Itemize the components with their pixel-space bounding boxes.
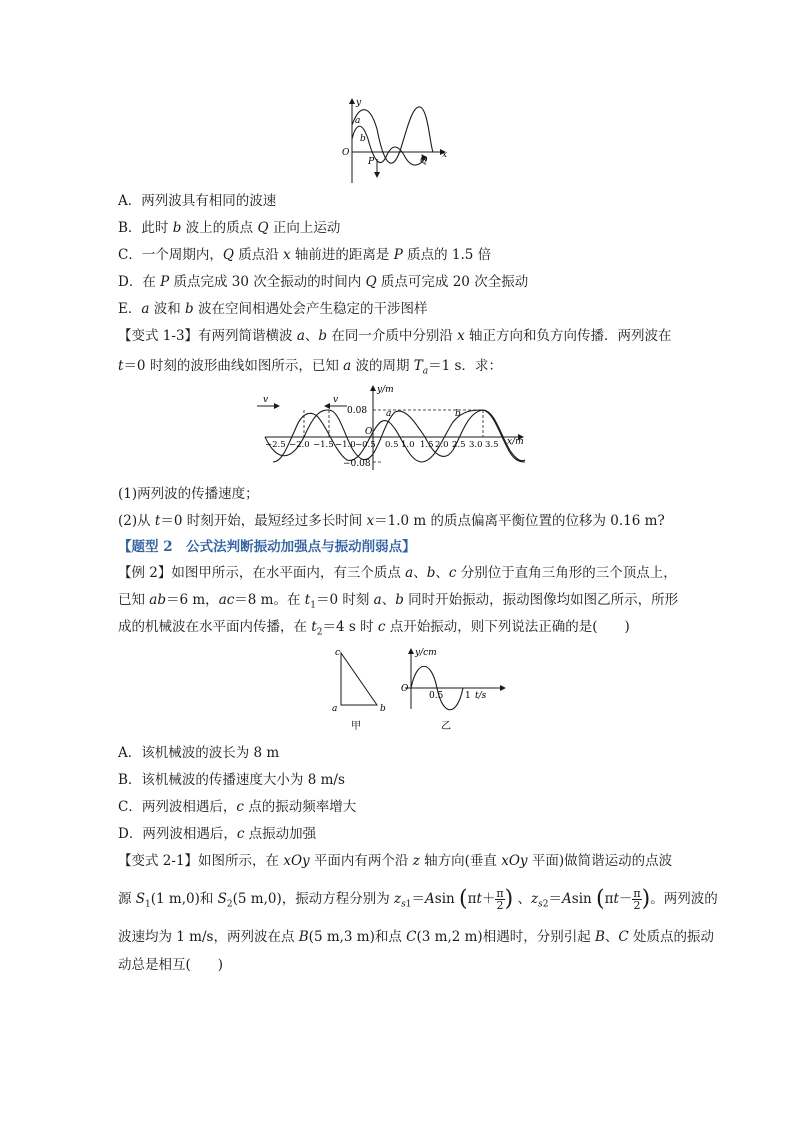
fig3-label-a: a: [332, 704, 338, 714]
variant-1-3-line1: 【变式 1-3】有两列简谐横波 a、b 在同一介质中分别沿 x 轴正方向和负方向传播．两列波在: [118, 328, 672, 344]
fig3-label-c: c: [335, 648, 341, 658]
paren-open-2: (: [596, 886, 605, 912]
fig3-label-1: 1: [465, 691, 471, 701]
variant-2-1-line4: 动总是相互( ): [118, 957, 224, 973]
fig3-label-o: O: [401, 684, 409, 694]
variant-1-3-line2: t＝0 时刻的波形曲线如图所示，已知 a 波的周期 $T_a=1$ s．求：: [118, 358, 502, 377]
ex2-option-b: B．该机械波的传播速度大小为 8 m/s: [118, 772, 345, 788]
option-e: E．a 波和 b 波在空间相遇处会产生稳定的干涉图样: [118, 301, 428, 317]
fig2-label-top: 0.08: [347, 406, 368, 416]
variant-1-3-question2: (2)从 t＝0 时刻开始，最短经过多长时间 x＝1.0 m 的质点偏离平衡位置的位移为 0.16 m?: [118, 513, 665, 529]
fig2-label-xlabel: x/m: [507, 437, 524, 447]
fig3-triangle: [341, 653, 377, 705]
fraction-pi-over-2: $\frac{\pi}{2}$: [496, 887, 504, 912]
fig2-tick: −1.5: [313, 440, 334, 450]
fig1-label-o: O: [342, 148, 350, 158]
ex2-option-c: C．两列波相遇后，c 点的振动频率增大: [118, 799, 357, 815]
figure-waves-velocity: [255, 382, 535, 472]
fig2-wave-b: [273, 410, 525, 462]
topic-2-heading: 【题型 2 公式法判断振动加强点与振动削弱点】: [118, 539, 416, 555]
figure-waves-ab: [330, 95, 460, 187]
variant-1-3-question1: (1)两列波的传播速度；: [118, 486, 259, 502]
variant-2-1-line2: 源 $S_1(1$ m,0)和 $S_2(5$ m,0)，振动方程分别为 $z_{s1}=Asin$ (πt＋ $\frac{\pi}{2}$ ) 、$z_{s2}=Asin$ (πt－ $\frac{\pi}{2}$ )。两列波的: [118, 886, 718, 912]
ex2-option-d: D．两列波相遇后，c 点振动加强: [118, 826, 317, 842]
paren-close-2: ): [641, 886, 651, 912]
fig2-tick: 1.5: [420, 440, 434, 450]
option-c: C．一个周期内，Q 质点沿 x 轴前进的距离是 P 质点的 1.5 倍: [118, 247, 492, 263]
fig2-tick: 3.5: [485, 440, 499, 450]
fig3-label-ylabel: y/cm: [415, 648, 437, 658]
fig3-label-tlabel: t/s: [475, 691, 487, 701]
fig1-label-x: x: [442, 150, 448, 160]
fig1-label-p: P: [368, 157, 375, 167]
figure-triangle-and-graph: [325, 643, 510, 735]
fig1-label-a: a: [355, 116, 361, 126]
fig2-tick: 1.0: [401, 440, 415, 450]
fig2-tick: 3.0: [469, 440, 483, 450]
option-a: A．两列波具有相同的波速: [118, 193, 277, 209]
fig2-tick: −2.5: [265, 440, 286, 450]
fig1-label-b: b: [360, 134, 366, 144]
fig2-label-v-right: v: [333, 395, 339, 405]
fig3-label-jia: 甲: [351, 721, 361, 732]
fig1-label-y: y: [356, 98, 362, 108]
paren-close-1: ): [504, 886, 514, 912]
fig2-tick: −2.0: [289, 440, 310, 450]
fig1-label-q: Q: [420, 156, 428, 166]
fig2-label-o: O: [365, 427, 373, 437]
example-2-line1: 【例 2】如图甲所示，在水平面内，有三个质点 a、b、c 分别位于直角三角形的三个顶点上，: [118, 565, 677, 581]
fraction-pi-over-2: $\frac{\pi}{2}$: [633, 887, 641, 912]
fig2-tick: −0.5: [355, 440, 376, 450]
fig3-label-0-5: 0.5: [429, 691, 444, 701]
variant-2-1-line3: 波速均为 1 m/s，两列波在点 B(5 m,3 m)和点 C(3 m,2 m)相遇时，分别引起 B、C 处质点的振动: [118, 929, 715, 945]
fig3-label-yi: 乙: [441, 721, 451, 732]
paren-open-1: (: [459, 886, 468, 912]
fig2-label-ylabel: y/m: [377, 385, 394, 395]
variant-2-1-line1: 【变式 2-1】如图所示，在 xOy 平面内有两个沿 z 轴方向(垂直 xOy 平面)做简谐运动的点波: [118, 853, 673, 869]
fig1-wave-b: [352, 126, 426, 165]
fig2-tick: 2.0: [435, 440, 449, 450]
option-b: B．此时 b 波上的质点 Q 正向上运动: [118, 220, 341, 236]
fig2-label-a: a: [386, 409, 392, 419]
example-2-line2: 已知 ab＝6 m，ac＝8 m。在 $t_1=0$ 时刻 a、b 同时开始振动，振动图像均如图乙所示，所形: [118, 592, 679, 611]
fig2-label-b: b: [455, 409, 461, 419]
fig2-label-bottom: −0.08: [343, 459, 371, 469]
fig3-label-b: b: [380, 704, 386, 714]
fig2-tick: −1.0: [335, 440, 356, 450]
ex2-option-a: A．该机械波的波长为 8 m: [118, 745, 280, 761]
fig2-label-v-left: v: [263, 395, 269, 405]
fig2-tick: 2.5: [452, 440, 466, 450]
example-2-line3: 成的机械波在水平面内传播，在 $t_2=4$ s 时 c 点开始振动，则下列说法正确的是( ): [118, 619, 630, 638]
fig2-tick: 0.5: [385, 440, 399, 450]
option-d: D．在 P 质点完成 30 次全振动的时间内 Q 质点可完成 20 次全振动: [118, 274, 529, 290]
